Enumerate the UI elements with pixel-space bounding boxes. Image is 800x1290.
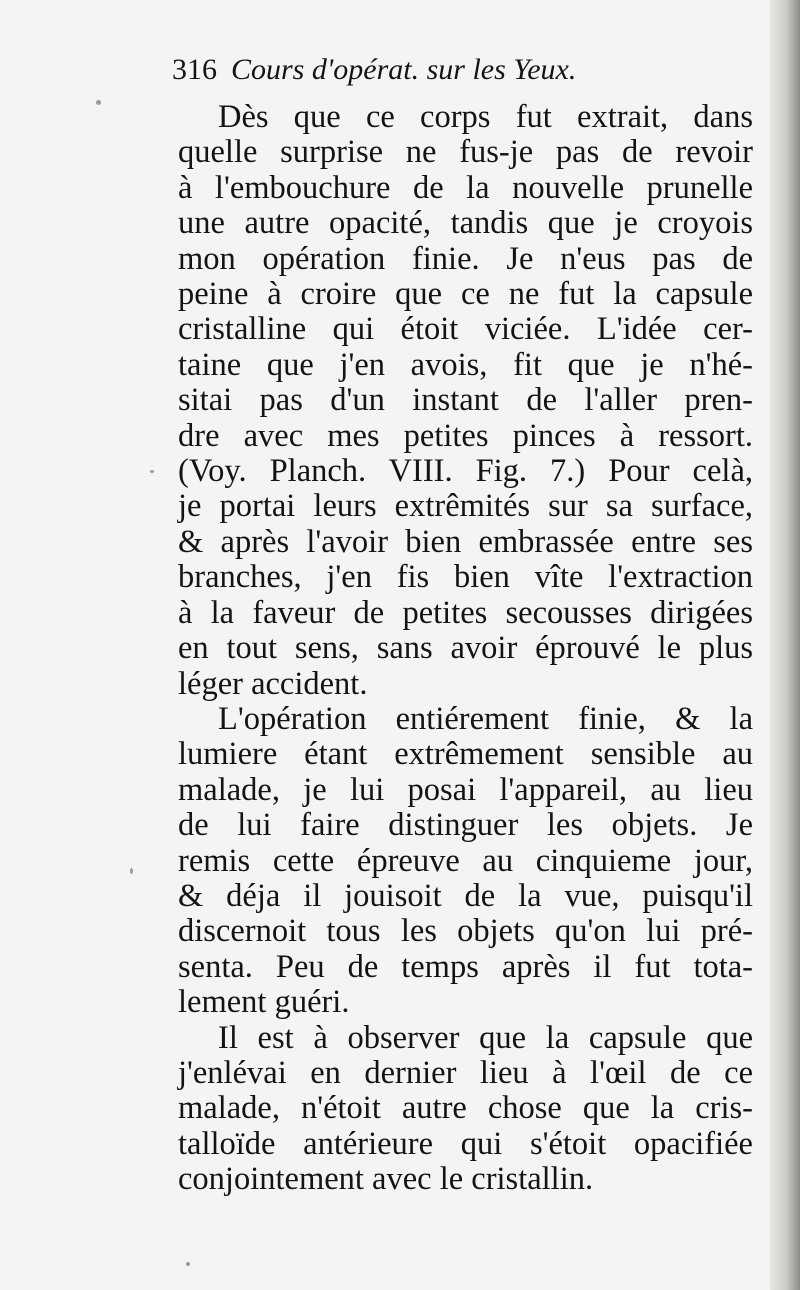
text-line: lement guéri. <box>178 984 350 1021</box>
text-line: dre avec mes petites pinces à ressort. <box>178 417 753 454</box>
paragraph <box>178 100 753 702</box>
paragraph <box>178 1021 753 1198</box>
text-line: mon opération finie. Je n'eus pas de <box>178 240 753 277</box>
text-line: léger accident. <box>178 665 368 702</box>
text-line: je portai leurs extrêmités sur sa surface, <box>178 488 753 525</box>
paper-speck <box>150 470 154 473</box>
text-line: j'enlévai en dernier lieu à l'œil de ce <box>178 1054 753 1091</box>
text-line: conjointement avec le cristallin. <box>178 1161 594 1198</box>
paragraph <box>178 702 753 1021</box>
text-line: & déja il jouisoit de la vue, puisqu'il <box>178 877 753 914</box>
text-line: branches, j'en fis bien vîte l'extraction <box>178 559 753 596</box>
text-line: de lui faire distinguer les objets. Je <box>178 807 753 844</box>
running-header <box>172 50 762 90</box>
text-line: & après l'avoir bien embrassée entre ses <box>178 523 753 560</box>
page-edge-shadow <box>770 0 800 1290</box>
text-line: discernoit tous les objets qu'on lui pré- <box>178 913 753 950</box>
paper-speck <box>186 1262 190 1266</box>
text-line: L'opération entiérement finie, & la <box>218 700 753 737</box>
text-line: quelle surprise ne fus-je pas de revoir <box>178 134 753 171</box>
text-line: remis cette épreuve au cinquieme jour, <box>178 842 753 879</box>
text-line: à la faveur de petites secousses dirigées <box>178 594 753 631</box>
text-line: cristalline qui étoit viciée. L'idée cer- <box>178 311 753 348</box>
text-line: peine à croire que ce ne fut la capsule <box>178 276 753 313</box>
text-line: malade, n'étoit autre chose que la cris- <box>178 1090 753 1127</box>
text-line: Il est à observer que la capsule que <box>218 1019 753 1056</box>
paper-speck <box>130 868 133 874</box>
text-line: taine que j'en avois, fit que je n'hé- <box>178 346 753 383</box>
text-line: à l'embouchure de la nouvelle prunelle <box>178 169 753 206</box>
body-text <box>178 100 753 1198</box>
text-line: (Voy. Planch. VIII. Fig. 7.) Pour celà, <box>178 453 753 490</box>
text-line: sitai pas d'un instant de l'aller pren- <box>178 382 753 419</box>
text-line: une autre opacité, tandis que je croyois <box>178 205 753 242</box>
text-line: senta. Peu de temps après il fut tota- <box>178 948 753 985</box>
text-line: en tout sens, sans avoir éprouvé le plus <box>178 630 753 667</box>
running-title: Cours d'opérat. sur les Yeux. <box>231 53 577 86</box>
text-line: lumiere étant extrêmement sensible au <box>178 736 753 773</box>
text-line: talloïde antérieure qui s'étoit opacifiée <box>178 1125 753 1162</box>
text-line: malade, je lui posai l'appareil, au lieu <box>178 771 753 808</box>
page-number: 316 <box>172 53 217 86</box>
text-line: Dès que ce corps fut extrait, dans <box>218 99 753 135</box>
paper-speck <box>96 100 101 105</box>
